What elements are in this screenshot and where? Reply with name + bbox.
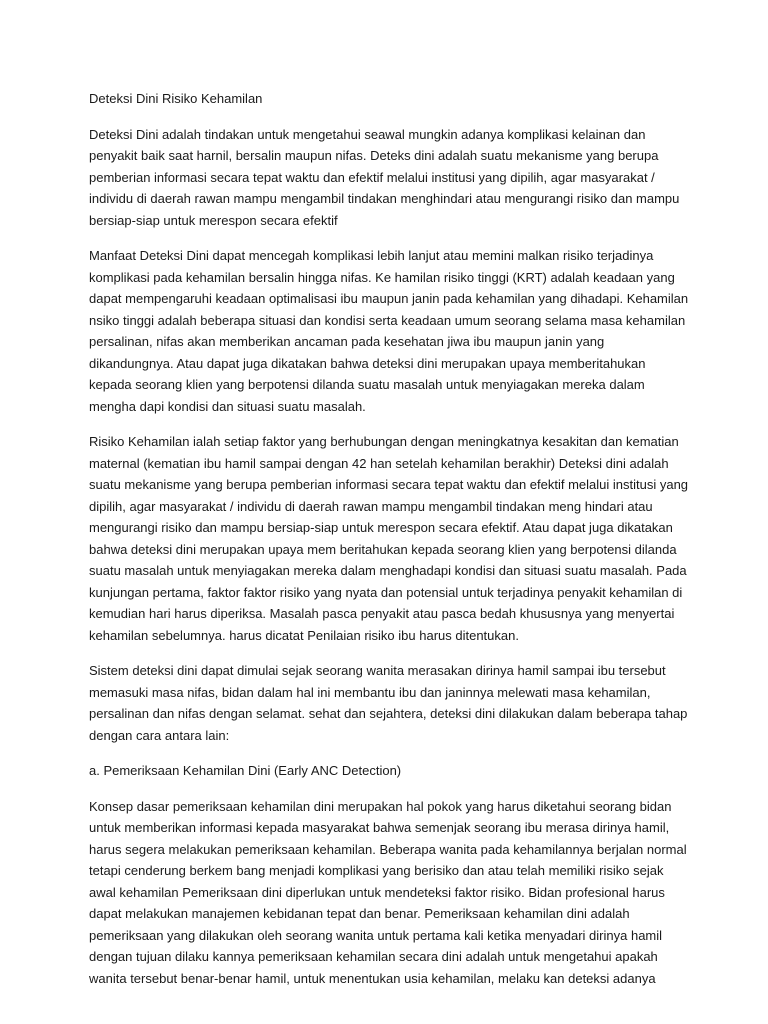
paragraph-1: Deteksi Dini adalah tindakan untuk mengetahui seawal mungkin adanya komplikasi kelainan dan penyakit baik saat harnil, bersalin maupun nifas. Deteks dini adalah suatu mekanisme yang berupa pemberian informasi secara tepat waktu dan efektif melalui institusi yang dipilih, agar masyarakat / individu di daerah rawan mampu mengambil tindakan menghindari atau mengurangi risiko dan mampu bersiap-siap untuk merespon secara efektif — [89, 126, 680, 228]
document-title: Deteksi Dini Risiko Kehamilan — [89, 91, 263, 106]
paragraph-2: Manfaat Deteksi Dini dapat mencegah komplikasi lebih lanjut atau memini malkan risiko terjadinya komplikasi pada kehamilan bersalin hingga nifas. Ke hamilan risiko tinggi (KRT) adalah keadaan yang dapat mempengaruhi keadaan optimalisasi ibu maupun janin pada kehamilan yang dihadapi. Kehamilan nsiko tinggi adalah beberapa situasi dan kondisi serta keadaan umum seorang selama masa kehamilan persalinan, nifas akan memberikan ancaman pada kesehatan jiwa ibu maupun janin yang dikandungnya. Atau dapat juga dikatakan bahwa deteksi dini merupakan upaya memberitahukan kepada seorang klien yang berpotensi dilanda suatu masalah untuk menyiagakan mereka dalam mengha dapi kondisi dan situasi suatu masalah. — [89, 248, 689, 414]
paragraph-3: Risiko Kehamilan ialah setiap faktor yang berhubungan dengan meningkatnya kesakitan dan kematian maternal (kematian ibu hamil sampai dengan 42 han setelah kehamilan berakhir) Deteksi dini adalah suatu mekanisme yang berupa pemberian informasi secara tepat waktu dan efektif melalui institusi yang dipilih, agar masyarakat / individu di daerah rawan mampu mengambil tindakan meng hindari atau mengurangi risiko dan mampu bersiap-siap untuk merespon secara efektif. Atau dapat juga dikatakan bahwa deteksi dini merupakan upaya mem beritahukan kepada seorang klien yang berpotensi dilanda suatu masalah untuk menyiagakan mereka dalam menghadapi kondisi dan situasi suatu masalah. Pada kunjungan pertama, faktor faktor risiko yang nyata dan potensial untuk terjadinya penyakit kehamilan di kemudian hari harus diperiksa. Masalah pasca penyakit atau pasca bedah khususnya yang menyertai kehamilan sebelumnya. harus dicatat Penilaian risiko ibu harus ditentukan. — [89, 434, 689, 643]
document-page — [89, 88, 689, 1003]
section-heading-a: a. Pemeriksaan Kehamilan Dini (Early ANC Detection) — [89, 763, 402, 778]
paragraph-5: Konsep dasar pemeriksaan kehamilan dini merupakan hal pokok yang harus diketahui seorang bidan untuk memberikan informasi kepada masyarakat bahwa semenjak seorang ibu merasa dirinya hamil, harus segera melakukan pemeriksaan kehamilan. Beberapa wanita pada kehamilannya berjalan normal tetapi cenderung berkem bang menjadi komplikasi yang berisiko dan atau telah memiliki risiko sejak awal kehamilan Pemeriksaan dini diperlukan untuk mendeteksi faktor risiko. Bidan profesional harus dapat melakukan manajemen kebidanan tepat dan benar. Pemeriksaan kehamilan dini adalah pemeriksaan yang dilakukan oleh seorang wanita untuk pertama kali ketika menyadari dirinya hamil dengan tujuan dilaku kannya pemeriksaan kehamilan secara dini adalah untuk mengetahui apakah wanita tersebut benar-benar hamil, untuk menentukan usia kehamilan, melaku kan deteksi adanya — [89, 798, 687, 986]
paragraph-4: Sistem deteksi dini dapat dimulai sejak seorang wanita merasakan dirinya hamil sampai ibu tersebut memasuki masa nifas, bidan dalam hal ini membantu ibu dan janinnya melewati masa kehamilan, persalinan dan nifas dengan selamat. sehat dan sejahtera, deteksi dini dilakukan dalam beberapa tahap dengan cara antara lain: — [89, 663, 688, 743]
